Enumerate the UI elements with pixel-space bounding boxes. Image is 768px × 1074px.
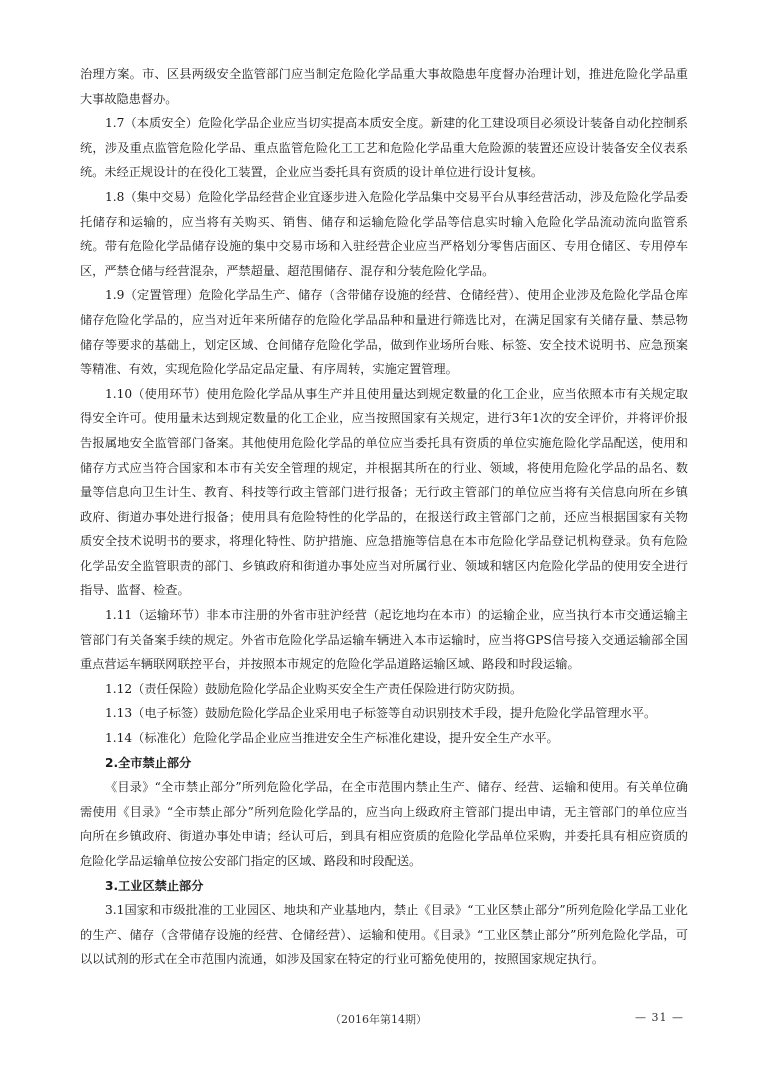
paragraph-continued: 治理方案。市、区县两级安全监管部门应当制定危险化学品重大事故隐患年度督办治理计划，推进危险化学品重大事故隐患督办。 — [80, 67, 688, 106]
paragraph-1-9: 1.9（定置管理）危险化学品生产、储存（含带储存设施的经营、仓储经营）、使用企业涉及危险化学品仓库储存危险化学品的，应当对近年来所储存的危险化学品品种和量进行筛选比对，在满足国家有关储存量、禁忌物储存等要求的基础上，划定区域、仓间储存危险化学品，做到作业场所台账、标签、安全技术说明书、应急预案等精准、有效，实现危险化学品定品定量、有序周转，实施定置管理。 — [80, 288, 688, 377]
section-heading-3: 3.工业区禁止部分 — [105, 878, 204, 893]
paragraph-2: 《目录》“全市禁止部分”所列危险化学品，在全市范围内禁止生产、储存、经营、运输和使用。有关单位确需使用《目录》“全市禁止部分”所列危险化学品的，应当向上级政府主管部门提出申请，无主管部门的单位应当向所在乡镇政府、街道办事处申请；经认可后，到具有相应资质的危险化学品单位采购，并委托具有相应资质的危险化学品运输单位按公安部门指定的区域、路段和时段配送。 — [80, 780, 688, 868]
issue-label: （2016年第14期） — [330, 1013, 427, 1026]
section-heading-2: 2.全市禁止部分 — [105, 755, 192, 770]
paragraph-1-11: 1.11（运输环节）非本市注册的外省市驻沪经营（起讫地均在本市）的运输企业，应当执行本市交通运输主管部门有关备案手续的规定。外省市危险化学品运输车辆进入本市运输时，应当将GPS信号接入交通运输部全国重点营运车辆联网联控平台，并按照本市规定的危险化学品道路运输区域、路段和时段运输。 — [80, 608, 688, 672]
paragraph-1-8: 1.8（集中交易）危险化学品经营企业宜逐步进入危险化学品集中交易平台从事经营活动，涉及危险化学品委托储存和运输的，应当将有关购买、销售、储存和运输危险化学品等信息实时输入危险化学品流动流向监管系统。带有危险化学品储存设施的集中交易市场和入驻经营企业应当严格划分零售店面区、专用仓储区、专用停车区，严禁仓储与经营混杂，严禁超量、超范围储存、混存和分装危险化学品。 — [80, 189, 688, 278]
page-content — [80, 62, 688, 972]
paragraph-1-7: 1.7（本质安全）危险化学品企业应当切实提高本质安全度。新建的化工建设项目必须设计装备自动化控制系统，涉及重点监管危险化学品、重点监管危险化工工艺和危险化学品重大危险源的装置还应设计装备安全仪表系统。未经正规设计的在役化工装置，企业应当委托具有资质的设计单位进行设计复核。 — [80, 116, 688, 180]
paragraph-1-12: 1.12（责任保险）鼓励危险化学品企业购买安全生产责任保险进行防灾防损。 — [105, 681, 523, 696]
paragraph-1-10: 1.10（使用环节）使用危险化学品从事生产并且使用量达到规定数量的化工企业，应当依照本市有关规定取得安全许可。使用量未达到规定数量的化工企业，应当按照国家有关规定，进行3年1次的安全评价，并将评价报告报属地安全监管部门备案。其他使用危险化学品的单位应当委托具有资质的单位实施危险化学品配送，使用和储存方式应当符合国家和本市有关安全管理的规定，并根据其所在的行业、领域，将使用危险化学品的品名、数量等信息向卫生计生、教育、科技等行政主管部门进行报备；无行政主管部门的单位应当将有关信息向所在乡镇政府、街道办事处进行报备；使用具有危险特性的化学品的，在报送行政主管部门之前，还应当根据国家有关物质安全技术说明书的要求，将理化特性、防护措施、应急措施等信息在本市危险化学品登记机构登录。负有危险化学品安全监管职责的部门、乡镇政府和街道办事处应当对所属行业、领域和辖区内危险化学品的使用安全进行指导、监督、检查。 — [80, 386, 688, 598]
paragraph-3-1: 3.1国家和市级批准的工业园区、地块和产业基地内，禁止《目录》“工业区禁止部分”所列危险化学品工业化的生产、储存（含带储存设施的经营、仓储经营）、运输和使用。《目录》“工业区禁止部分”所列危险化学品，可以以试剂的形式在全市范围内流通，如涉及国家在特定的行业可豁免使用的，按照国家规定执行。 — [80, 903, 688, 967]
paragraph-1-13: 1.13（电子标签）鼓励危险化学品企业采用电子标签等自动识别技术手段，提升危险化学品管理水平。 — [105, 706, 657, 721]
page-number: — 31 — — [635, 1011, 684, 1024]
paragraph-1-14: 1.14（标准化）危险化学品企业应当推进安全生产标准化建设，提升安全生产水平。 — [105, 731, 559, 746]
